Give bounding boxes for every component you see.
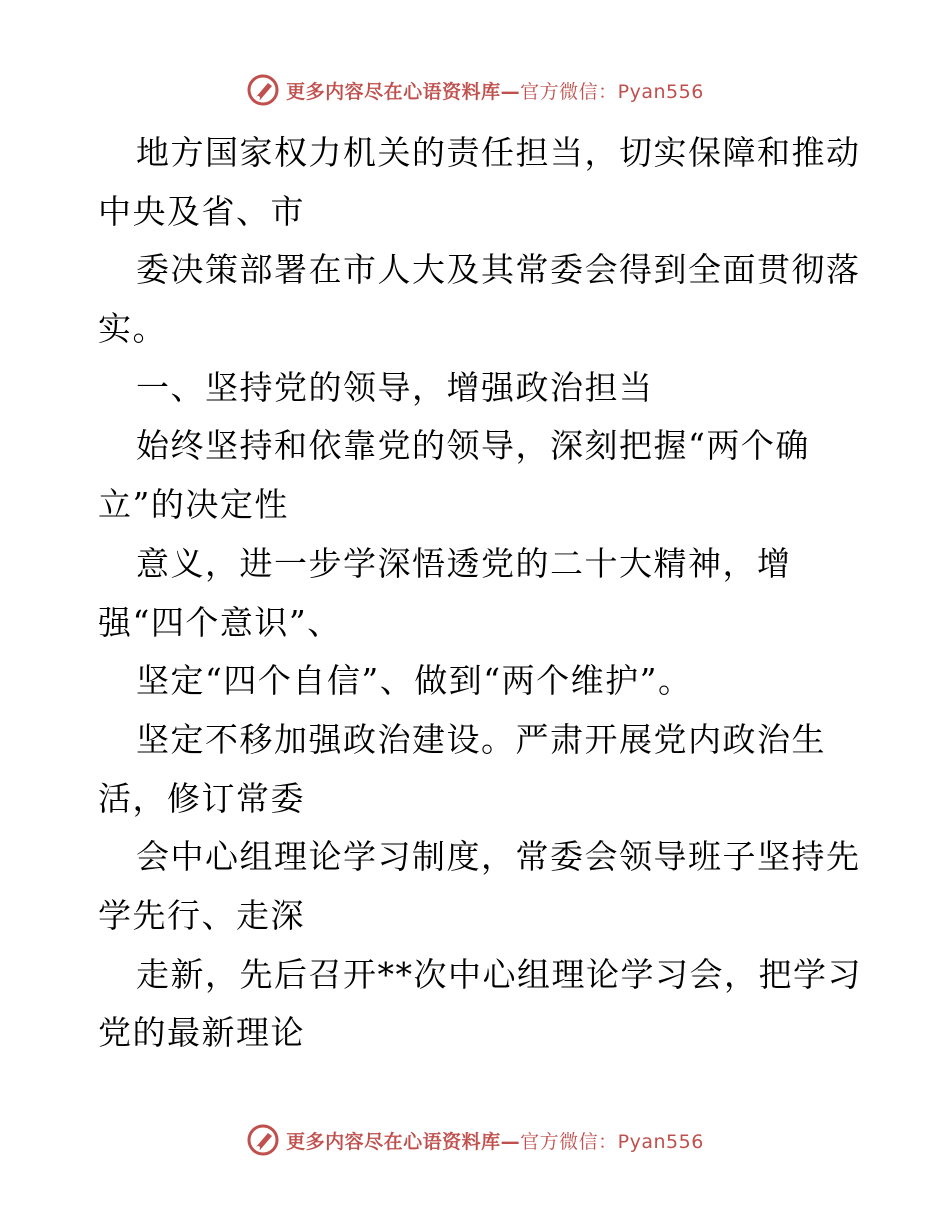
body-text-line: 坚定“四个自信”、做到“两个维护”。	[136, 661, 693, 701]
watermark-wechat-text: 官方微信：Pyan556	[520, 80, 704, 103]
watermark-cn-text: 更多内容尽在心语资料库—	[286, 1130, 521, 1153]
watermark-text	[286, 77, 704, 104]
body-text-line: 一、坚持党的领导，增强政治担当	[136, 367, 654, 407]
body-text-line: 会中心组理论学习制度，常委会领导班子坚持先	[136, 837, 861, 877]
document-body	[98, 124, 862, 1063]
watermark-wechat-text: 官方微信：Pyan556	[520, 1130, 704, 1153]
body-text-line: 活，修订常委	[98, 778, 305, 818]
body-text-line: 强“四个意识”、	[98, 602, 342, 642]
body-text-line: 党的最新理论	[98, 1013, 305, 1053]
body-text-line: 坚定不移加强政治建设。严肃开展党内政治生	[136, 719, 826, 759]
watermark-cn-text: 更多内容尽在心语资料库—	[286, 80, 521, 103]
watermark-text	[286, 1127, 704, 1154]
body-text-line: 立”的决定性	[98, 485, 289, 525]
pen-logo-icon	[246, 1123, 280, 1157]
body-text-line: 走新，先后召开**次中心组理论学习会，把学习	[136, 954, 862, 994]
body-text-line: 地方国家权力机关的责任担当，切实保障和推动	[136, 133, 861, 172]
footer-watermark	[0, 1120, 950, 1160]
body-text-line: 始终坚持和依靠党的领导，深刻把握“两个确	[136, 426, 810, 466]
body-text-line: 学先行、走深	[98, 895, 305, 935]
body-text-line: 实。	[98, 309, 167, 349]
body-text-line: 意义，进一步学深悟透党的二十大精神，增	[136, 543, 792, 583]
body-text-line: 中央及省、市	[98, 191, 305, 231]
body-text-line: 委决策部署在市人大及其常委会得到全面贯彻落	[136, 250, 861, 290]
pen-logo-icon	[246, 73, 280, 107]
header-watermark	[0, 70, 950, 110]
